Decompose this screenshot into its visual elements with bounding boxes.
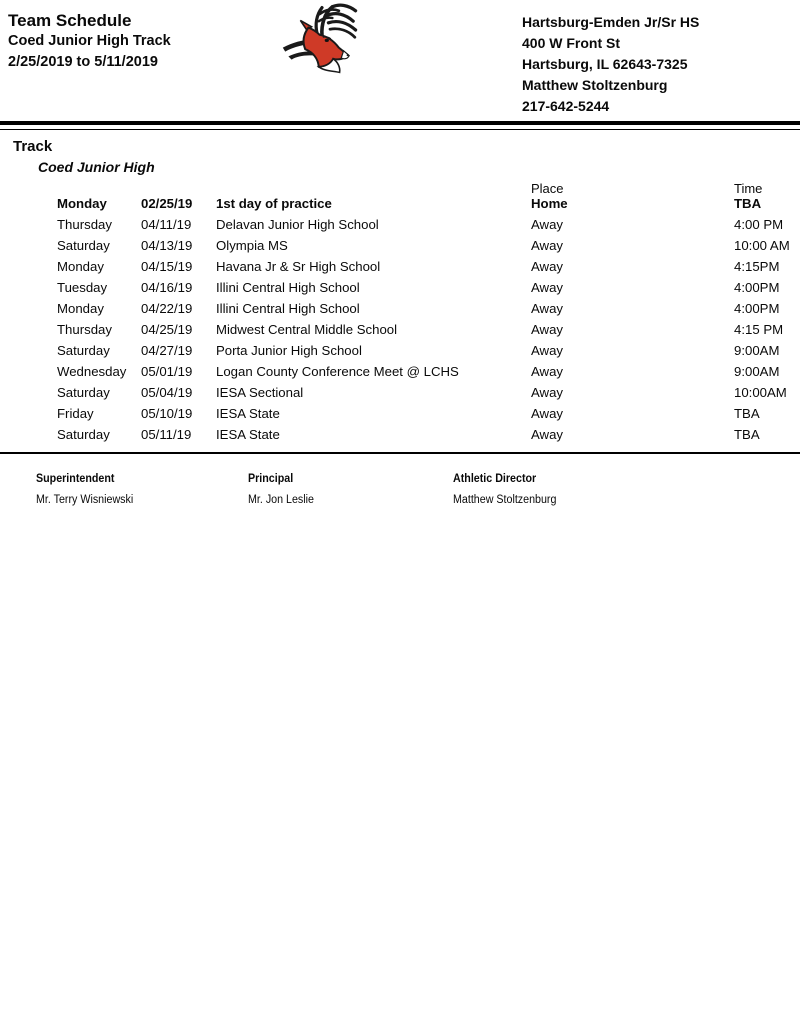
cell-event: Porta Junior High School (216, 343, 362, 358)
cell-date: 05/04/19 (141, 385, 193, 400)
cell-day: Thursday (57, 217, 112, 232)
cell-time: 10:00 AM (734, 238, 790, 253)
cell-time: 4:15PM (734, 259, 780, 274)
cell-date: 05/01/19 (141, 364, 193, 379)
cell-date: 04/11/19 (141, 217, 192, 232)
table-row (0, 259, 800, 280)
cell-date: 04/13/19 (141, 238, 193, 253)
stag-head-logo-icon (282, 2, 370, 82)
cell-time: TBA (734, 427, 760, 442)
cell-date: 05/10/19 (141, 406, 193, 421)
cell-date: 04/27/19 (141, 343, 193, 358)
cell-time: TBA (734, 196, 762, 211)
school-contact-name: Matthew Stoltzenburg (522, 77, 668, 93)
cell-time: 4:00 PM (734, 217, 784, 232)
cell-day: Wednesday (57, 364, 127, 379)
table-row (0, 280, 800, 301)
cell-event: 1st day of practice (216, 196, 332, 211)
cell-place: Away (531, 385, 564, 400)
official-name: Mr. Terry Wisniewski (36, 494, 134, 506)
cell-date: 04/15/19 (141, 259, 193, 274)
table-row (0, 322, 800, 343)
table-row (0, 427, 800, 448)
table-row (0, 238, 800, 259)
school-phone: 217-642-5244 (522, 98, 610, 114)
page-title: Team Schedule (8, 11, 132, 30)
cell-place: Away (531, 280, 564, 295)
cell-time: 10:00AM (734, 385, 787, 400)
cell-date: 05/11/19 (141, 427, 192, 442)
time-column-header: Time (734, 181, 763, 196)
cell-place: Away (531, 427, 564, 442)
official-title: Superintendent (36, 473, 115, 485)
cell-time: 9:00AM (734, 343, 780, 358)
header-divider-thin (0, 129, 800, 131)
official-title: Athletic Director (453, 473, 537, 485)
cell-day: Saturday (57, 343, 110, 358)
footer-divider (0, 452, 800, 454)
official-name: Matthew Stoltzenburg (453, 494, 557, 506)
cell-place: Away (531, 301, 564, 316)
cell-event: IESA State (216, 427, 280, 442)
school-name: Hartsburg-Emden Jr/Sr HS (522, 14, 700, 30)
cell-day: Monday (57, 301, 104, 316)
table-row (0, 364, 800, 385)
table-row (0, 385, 800, 406)
cell-place: Away (531, 238, 564, 253)
official-title: Principal (248, 473, 294, 485)
cell-day: Tuesday (57, 280, 108, 295)
cell-day: Saturday (57, 385, 110, 400)
table-row (0, 406, 800, 427)
cell-day: Monday (57, 196, 107, 211)
cell-event: Midwest Central Middle School (216, 322, 398, 337)
cell-date: 04/25/19 (141, 322, 193, 337)
cell-event: Illini Central High School (216, 280, 360, 295)
school-info-block (522, 12, 699, 117)
cell-place: Home (531, 196, 568, 211)
cell-day: Saturday (57, 427, 110, 442)
cell-event: Olympia MS (216, 238, 288, 253)
cell-event: Logan County Conference Meet @ LCHS (216, 364, 459, 379)
team-level-heading: Coed Junior High (38, 159, 155, 175)
header-divider-thick (0, 121, 800, 125)
cell-event: IESA Sectional (216, 385, 304, 400)
cell-place: Away (531, 406, 564, 421)
season-date-range: 2/25/2019 to 5/11/2019 (8, 54, 158, 70)
cell-date: 04/22/19 (141, 301, 193, 316)
cell-event: Delavan Junior High School (216, 217, 379, 232)
cell-date: 02/25/19 (141, 196, 193, 211)
cell-time: TBA (734, 406, 760, 421)
school-city-state-zip: Hartsburg, IL 62643-7325 (522, 56, 688, 72)
cell-event: IESA State (216, 406, 280, 421)
cell-place: Away (531, 364, 564, 379)
school-street: 400 W Front St (522, 35, 621, 51)
cell-time: 9:00AM (734, 364, 780, 379)
cell-date: 04/16/19 (141, 280, 193, 295)
table-row (0, 343, 800, 364)
cell-event: Havana Jr & Sr High School (216, 259, 381, 274)
cell-day: Friday (57, 406, 94, 421)
official-name: Mr. Jon Leslie (248, 494, 314, 506)
cell-day: Saturday (57, 238, 110, 253)
cell-day: Thursday (57, 322, 112, 337)
cell-event: Illini Central High School (216, 301, 360, 316)
cell-time: 4:00PM (734, 301, 780, 316)
cell-place: Away (531, 322, 564, 337)
team-sport-subtitle: Coed Junior High Track (8, 33, 171, 49)
place-column-header: Place (531, 181, 564, 196)
table-row (0, 217, 800, 238)
cell-time: 4:15 PM (734, 322, 784, 337)
sport-heading: Track (13, 138, 53, 155)
cell-place: Away (531, 259, 564, 274)
cell-time: 4:00PM (734, 280, 780, 295)
table-row-first-practice (0, 196, 800, 217)
cell-day: Monday (57, 259, 104, 274)
cell-place: Away (531, 343, 564, 358)
table-row (0, 301, 800, 322)
cell-place: Away (531, 217, 564, 232)
